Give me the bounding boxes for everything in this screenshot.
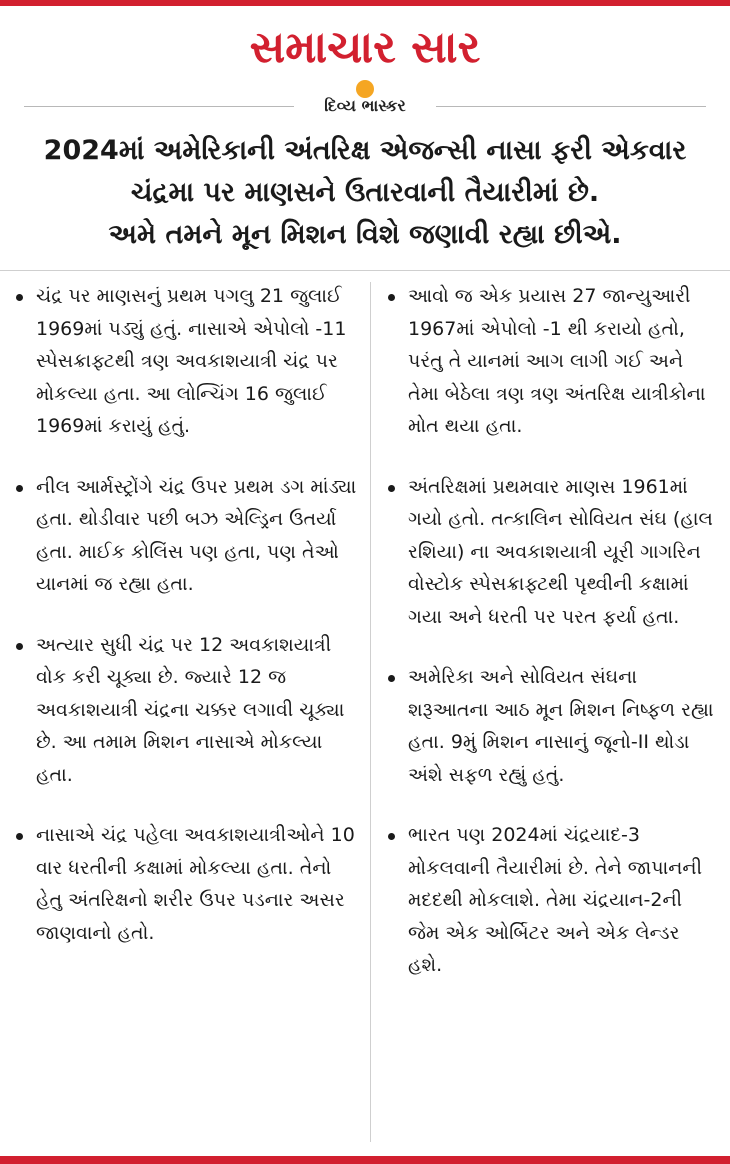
brand-row [24,80,706,116]
list-item [12,629,358,792]
list-item [384,819,718,982]
bullet-icon [16,833,23,840]
bottom-accent-bar [0,1156,730,1164]
bullet-icon [388,294,395,301]
list-item-text: અત્યાર સુધી ચંદ્ર પર 12 અવકાશયાત્રી વોક કરી ચૂક્યા છે. જ્યારે 12 જ અવકાશયાત્રી ચંદ્રના ચક્કર લગાવી ચૂક્યા છે. આ તમામ મિશન નાસાએ મોકલ્યા હતા. [36,633,345,786]
left-column [12,280,358,977]
list-item-text: આવો જ એક પ્રયાસ 27 જાન્યુઆરી 1967માં એપોલો -1 થી કરાયો હતો, પરંતુ તે યાનમાં આગ લાગી ગઈ અને તેમા બેઠેલા ત્રણ ત્રણ અંતરિક્ષ યાત્રીકોના મોત થયા હતા. [408,285,706,437]
list-item-text: ચંદ્ર પર માણસનું પ્રથમ પગલુ 21 જુલાઈ 1969માં પડ્યું હતું. નાસાએ એપોલો -11 સ્પેસક્રાફ્ટથી ત્રણ અવકાશયાત્રી ચંદ્ર પર મોકલ્યા હતા. આ લોન્ચિંગ 16 જુલાઈ 1969માં કરાયું હતું. [36,285,347,437]
headline-line: ચંદ્રમા પર માણસને ઉતારવાની તૈયારીમાં છે. [130,177,600,208]
list-item-text: અંતરિક્ષમાં પ્રથમવાર માણસ 1961માં ગયો હતો. તત્કાલિન સોવિયત સંઘ (હાલ રશિયા) ના અવકાશયાત્રી યૂરી ગાગરિન વોસ્ટોક સ્પેસક્રાફ્ટથી પૃથ્વીની કક્ષામાં ગયા અને ધરતી પર પરત ફર્યા હતા. [408,475,713,628]
list-item [384,661,718,791]
page-title: સમાચાર સાર [249,22,481,73]
headline-line: 2024માં અમેરિકાની અંતરિક્ષ એજન્સી નાસા ફરી એકવાર [43,135,687,166]
brand-divider-right [436,106,706,107]
column-divider [370,282,371,1142]
list-item [384,471,718,634]
bullet-icon [16,643,23,650]
list-item [12,819,358,949]
list-item [384,280,718,443]
bullet-icon [388,485,395,492]
top-accent-bar [0,0,730,6]
bullet-icon [388,675,395,682]
list-item-text: નીલ આર્મસ્ટ્રોંગે ચંદ્ર ઉપર પ્રથમ ડગ માંડ્યા હતા. થોડીવાર પછી બઝ એલ્ડ્રિન ઉતર્યા હતા. માઈક કોલિંસ પણ હતા, પણ તેઓ યાનમાં જ રહ્યા હતા. [36,475,357,595]
headline-divider [0,270,730,271]
bullet-icon [388,833,395,840]
list-item-text: નાસાએ ચંદ્ર પહેલા અવકાશયાત્રીઓને 10 વાર ધરતીની કક્ષામાં મોકલ્યા હતા. તેનો હેતુ અંતરિક્ષનો શરીર ઉપર પડનાર અસર જાણવાનો હતો. [36,824,355,944]
list-item [12,471,358,601]
right-column [384,280,718,1010]
list-item-text: અમેરિકા અને સોવિયત સંઘના શરૂઆતના આઠ મૂન મિશન નિષ્ફળ રહ્યા હતા. 9મું મિશન નાસાનું જૂનો-II થોડા અંશે સફળ રહ્યું હતું. [408,666,714,786]
list-item [12,280,358,443]
headline [20,130,710,256]
list-item-text: ભારત પણ 2024માં ચંદ્રયાદ-3 મોકલવાની તૈયારીમાં છે. તેને જાપાનની મદદથી મોકલાશે. તેમા ચંદ્રયાન-2ની જેમ એક ઓર્બિટર અને એક લેન્ડર હશે. [408,824,703,976]
bullet-icon [16,294,23,301]
brand-logo: દિવ્ય ભાસ્કર [324,96,406,115]
headline-line: અમે તમને મૂન મિશન વિશે જણાવી રહ્યા છીએ. [108,219,622,250]
bullet-icon [16,485,23,492]
